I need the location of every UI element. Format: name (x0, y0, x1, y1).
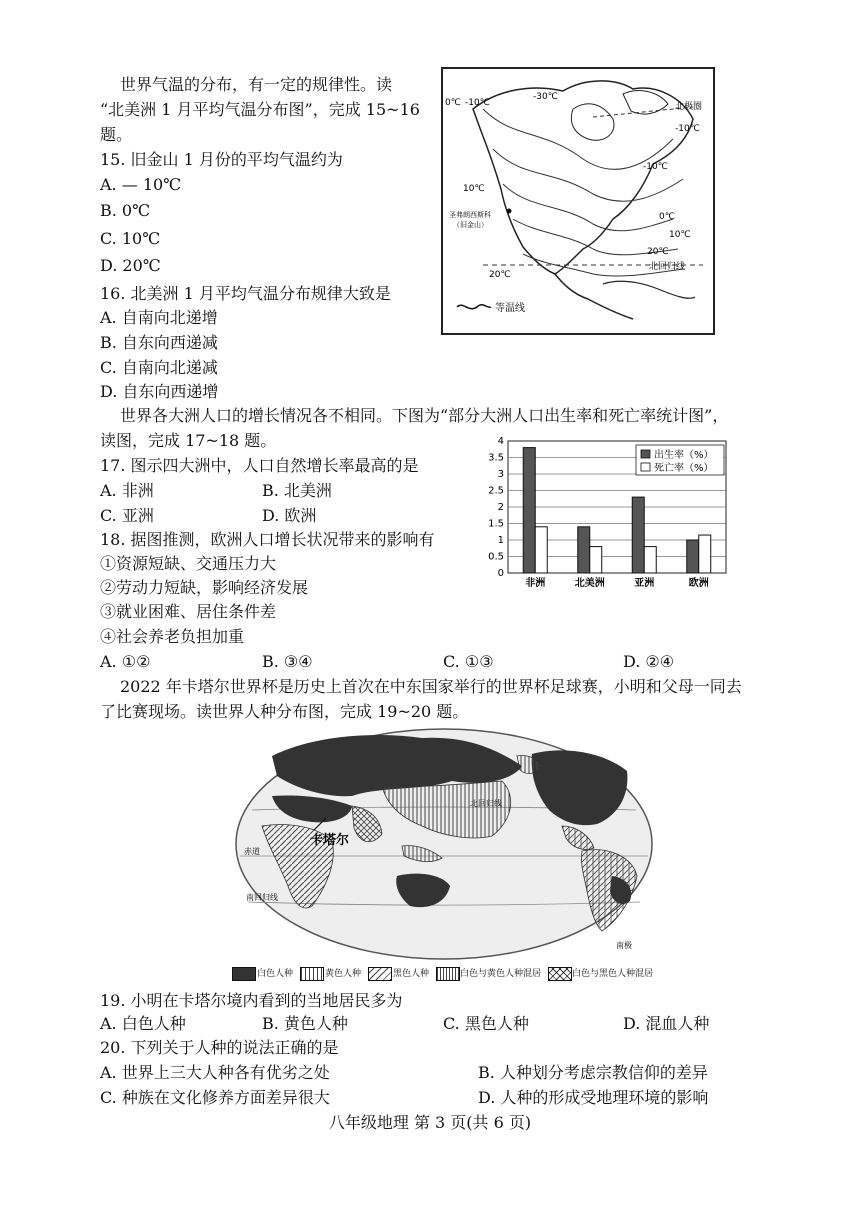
question-16-option-a[interactable]: A. 自南向北递增 (100, 308, 218, 327)
north-america-january-isotherm-map (441, 67, 715, 335)
equator-label: 赤道 (244, 847, 260, 856)
isotherm-label-10-west: 10℃ (463, 184, 485, 194)
question-18-option-d[interactable]: D. ②④ (623, 652, 675, 671)
question-18-item-1: ①资源短缺、交通压力大 (100, 554, 277, 573)
world-map-drawing (232, 726, 656, 986)
chart-category-label: 亚洲 (634, 578, 655, 589)
chart-legend-swatch (641, 463, 650, 471)
chart-ytick-label: 2.5 (488, 485, 504, 497)
legend-label-white-race: 白色人种 (257, 969, 294, 979)
intro-2-line-2: 读图，完成 17~18 题。 (100, 431, 277, 450)
chart-category-label: 非洲 (525, 578, 546, 589)
question-17-option-d[interactable]: D. 欧洲 (262, 506, 317, 525)
intro-3-line-1: 2022 年卡塔尔世界杯是历史上首次在中东国家举行的世界杯足球赛，小明和父母一同去 (120, 677, 742, 696)
arctic-circle-label: 北极圈 (675, 102, 703, 112)
chart-ytick-label: 3.5 (488, 452, 504, 464)
question-16-stem: 16. 北美洲 1 月平均气温分布规律大致是 (100, 284, 391, 303)
isotherm-label-neg10-east: -10℃ (675, 124, 700, 134)
legend-label-yellow-race: 黄色人种 (325, 969, 362, 979)
chart-bar (699, 535, 711, 573)
chart-bar (535, 527, 547, 573)
chart-ytick-label: 3 (497, 469, 504, 480)
intro-1-line-1: 世界气温的分布，有一定的规律性。读 (120, 75, 393, 94)
antarctic-label: 南极 (616, 941, 632, 950)
question-16-option-d[interactable]: D. 自东向西递增 (100, 382, 219, 401)
legend-label-white-yellow-mixed: 白色与黄色人种混居 (460, 969, 542, 979)
chart-ytick-label: 0.5 (488, 551, 504, 563)
question-15-option-c[interactable]: C. 10℃ (100, 229, 161, 248)
question-19-option-b[interactable]: B. 黄色人种 (262, 1014, 348, 1033)
isotherm-label-10-east: 10℃ (669, 230, 691, 240)
isotherm-label-0-east: 0℃ (659, 212, 675, 222)
question-15-option-d[interactable]: D. 20℃ (100, 256, 161, 275)
qatar-label: 卡塔尔 (310, 833, 350, 848)
isotherm-label-20-east: 20℃ (647, 247, 669, 257)
chart-ytick-label: 1.5 (488, 518, 504, 530)
chart-legend-swatch (641, 450, 650, 458)
chart-bar (687, 540, 699, 573)
page-footer: 八年级地理 第 3 页(共 6 页) (328, 1113, 532, 1132)
intro-2-line-1: 世界各大洲人口的增长情况各不相同。下图为“部分大洲人口出生率和死亡率统计图”， (120, 406, 729, 425)
chart-ytick-label: 1 (497, 535, 504, 546)
question-18-item-4: ④社会养老负担加重 (100, 627, 245, 646)
question-15-option-b[interactable]: B. 0℃ (100, 201, 151, 220)
world-map-tropic-of-cancer-label: 北回归线 (470, 799, 502, 808)
question-18-option-b[interactable]: B. ③④ (262, 652, 313, 671)
question-15-option-a[interactable]: A. — 10℃ (100, 175, 182, 194)
legend-swatch-yellow-race (300, 967, 324, 981)
question-20-option-c[interactable]: C. 种族在文化修养方面差异很大 (100, 1088, 330, 1107)
question-19-option-a[interactable]: A. 白色人种 (100, 1014, 186, 1033)
question-15-stem: 15. 旧金山 1 月份的平均气温约为 (100, 150, 343, 169)
chart-category-label: 欧洲 (688, 578, 709, 589)
question-19-option-c[interactable]: C. 黑色人种 (443, 1014, 529, 1033)
isotherm-label-neg10-mid: -10℃ (643, 162, 668, 172)
question-20-option-a[interactable]: A. 世界上三大人种各有优劣之处 (100, 1063, 330, 1082)
question-17-option-b[interactable]: B. 北美洲 (262, 481, 332, 500)
chart-ytick-label: 2 (497, 502, 504, 513)
question-20-option-d[interactable]: D. 人种的形成受地理环境的影响 (478, 1088, 709, 1107)
legend-swatch-white-black-mixed (548, 967, 572, 981)
legend-label-white-black-mixed: 白色与黑色人种混居 (572, 969, 654, 979)
isotherm-label-20-west: 20℃ (489, 270, 511, 280)
world-race-distribution-map (232, 726, 656, 986)
chart-bar (578, 527, 590, 573)
isotherm-legend-label: 等温线 (495, 303, 525, 314)
legend-swatch-black-race (368, 967, 392, 981)
isotherm-label-neg10-west: -10℃ (465, 98, 490, 108)
isotherm-label-neg30-north: -30℃ (533, 92, 558, 102)
tropic-of-capricorn-label: 南回归线 (246, 893, 278, 902)
intro-1-line-2: “北美洲 1 月平均气温分布图”，完成 15~16 (100, 100, 420, 119)
chart-bar (644, 547, 656, 573)
question-16-option-b[interactable]: B. 自东向西递减 (100, 333, 218, 352)
san-francisco-label: 圣弗朗西斯科 (449, 211, 491, 219)
chart-legend-label: 出生率（%） (654, 450, 714, 461)
intro-1-line-3: 题。 (100, 125, 133, 144)
question-19-option-d[interactable]: D. 混血人种 (623, 1014, 710, 1033)
chart-legend-label: 死亡率（%） (654, 463, 714, 474)
question-17-option-c[interactable]: C. 亚洲 (100, 506, 154, 525)
chart-category-label: 北美洲 (574, 578, 605, 589)
isotherm-label-0-west: 0℃ (445, 98, 461, 108)
question-18-stem: 18. 据图推测，欧洲人口增长状况带来的影响有 (100, 530, 435, 549)
north-america-map-drawing (443, 69, 713, 333)
chart-bar (523, 448, 535, 573)
question-18-option-c[interactable]: C. ①③ (443, 652, 494, 671)
chart-ytick-label: 0 (497, 568, 504, 579)
question-17-stem: 17. 图示四大洲中，人口自然增长率最高的是 (100, 456, 419, 475)
race-map-legend (232, 964, 656, 984)
legend-swatch-white-race (232, 967, 256, 981)
question-20-option-b[interactable]: B. 人种划分考虑宗教信仰的差异 (478, 1063, 708, 1082)
question-17-option-a[interactable]: A. 非洲 (100, 481, 154, 500)
chart-bar (632, 497, 644, 573)
legend-swatch-white-yellow-mixed (436, 967, 460, 981)
question-18-option-a[interactable]: A. ①② (100, 652, 151, 671)
question-18-item-2: ②劳动力短缺，影响经济发展 (100, 578, 309, 597)
tropic-of-cancer-label: 北回归线 (649, 262, 686, 272)
question-19-stem: 19. 小明在卡塔尔境内看到的当地居民多为 (100, 991, 403, 1010)
question-16-option-c[interactable]: C. 自南向北递减 (100, 358, 218, 377)
intro-3-line-2: 了比赛现场。读世界人种分布图，完成 19~20 题。 (100, 702, 469, 721)
chart-ytick-label: 4 (497, 436, 504, 447)
san-francisco-label-sub: （旧金山） (453, 221, 488, 229)
question-18-item-3: ③就业困难、居住条件差 (100, 602, 277, 621)
birth-death-rate-chart (486, 433, 736, 593)
chart-bar (590, 547, 602, 573)
legend-label-black-race: 黑色人种 (393, 969, 430, 979)
question-20-stem: 20. 下列关于人种的说法正确的是 (100, 1038, 339, 1057)
